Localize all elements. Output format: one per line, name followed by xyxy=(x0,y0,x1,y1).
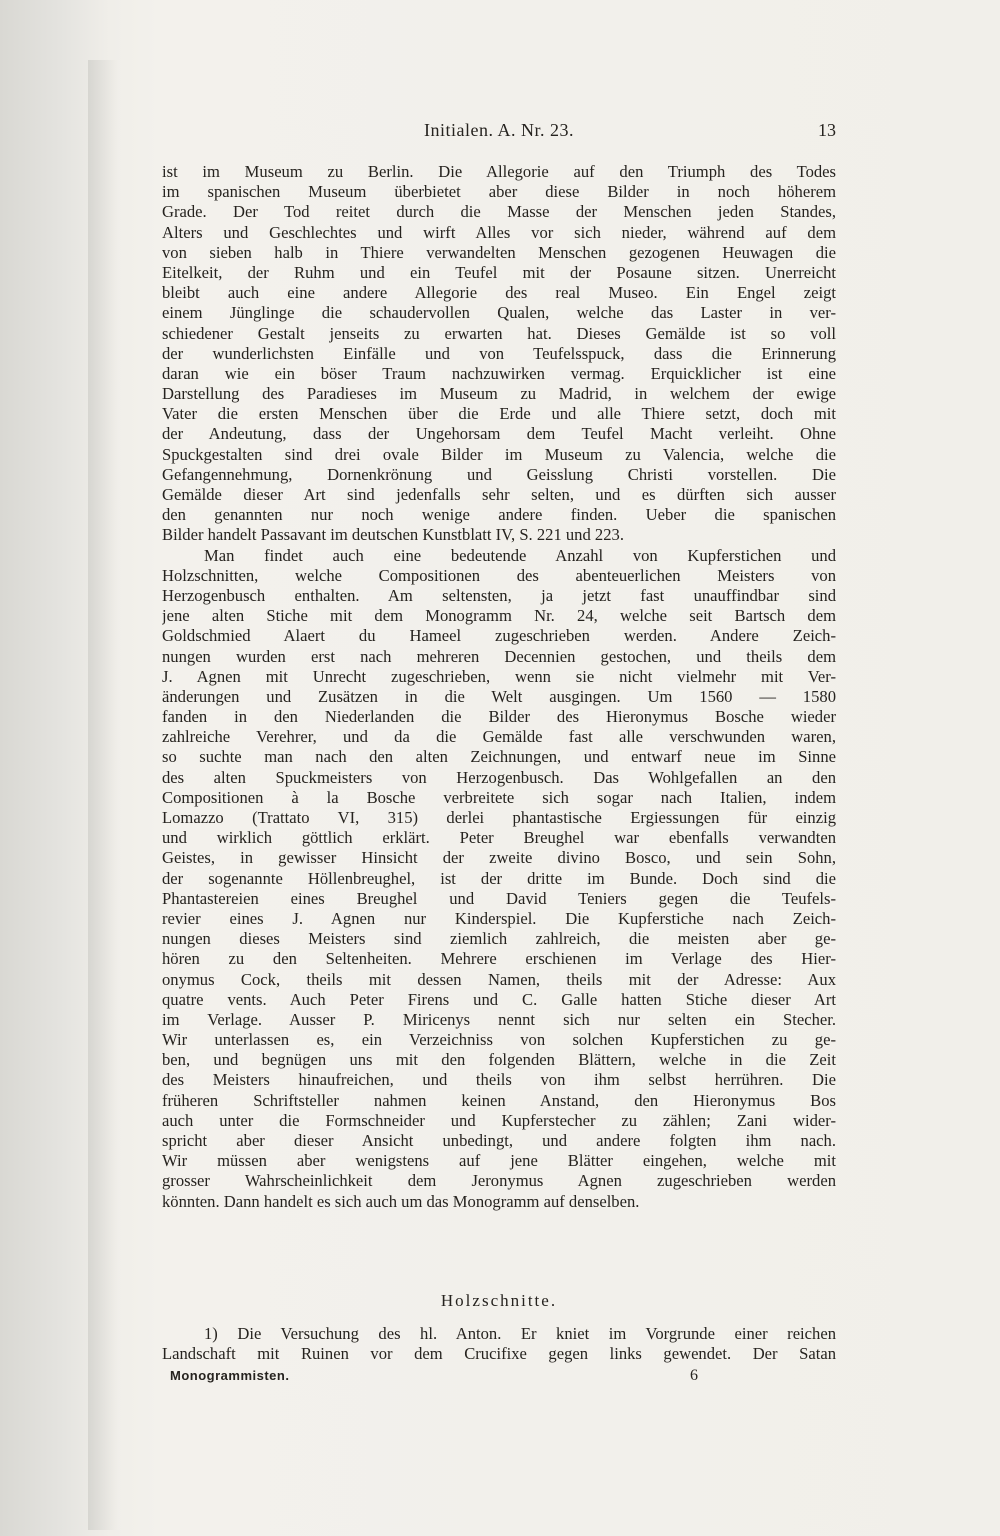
text-line: Wir unterlassen es, ein Verzeichniss von solchen Kupferstichen zu ge- xyxy=(162,1030,836,1050)
running-head: Initialen. A. Nr. 23. xyxy=(424,120,574,140)
text-line: schiedener Gestalt jenseits zu erwarten hat. Dieses Gemälde ist so voll xyxy=(162,323,836,343)
text-line: Spuckgestalten sind drei ovale Bilder im Museum zu Valencia, welche die xyxy=(162,444,836,464)
sheet-number: 6 xyxy=(690,1367,698,1384)
text-line: der wunderlichsten Einfälle und von Teufelsspuck, dass die Erinnerung xyxy=(162,343,836,363)
text-line: fanden in den Niederlanden die Bilder des Hieronymus Bosche wieder xyxy=(162,707,836,727)
text-line: revier eines J. Agnen nur Kinderspiel. Die Kupferstiche nach Zeich- xyxy=(162,908,836,928)
text-line: Vater die ersten Menschen über die Erde und alle Thiere setzt, doch mit xyxy=(162,404,836,424)
text-line: könnten. Dann handelt es sich auch um das Monogramm auf denselben. xyxy=(162,1191,640,1211)
text-line: einem Jünglinge die schaudervollen Qualen, welche das Laster in ver- xyxy=(162,303,836,323)
text-line: Wir müssen aber wenigstens auf jene Blätter eingehen, welche mit xyxy=(162,1151,836,1171)
text-line: Bilder handelt Passavant im deutschen Kunstblatt IV, S. 221 und 223. xyxy=(162,525,624,545)
text-line: im Verlage. Ausser P. Miricenys nennt sich nur selten ein Stecher. xyxy=(162,1009,836,1029)
text-line: und wirklich göttlich erklärt. Peter Breughel war ebenfalls verwandten xyxy=(162,828,836,848)
text-line: hören zu den Seltenheiten. Mehrere erschienen im Verlage des Hier- xyxy=(162,949,836,969)
section-heading: Holzschnitte. xyxy=(440,1291,558,1310)
text-line: grosser Wahrscheinlichkeit dem Jeronymus Agnen zugeschrieben werden xyxy=(162,1171,836,1191)
text-line: Holzschnitten, welche Compositionen des abenteuerlichen Meisters von xyxy=(162,565,836,585)
text-line: Eitelkeit, der Ruhm und ein Teufel mit der Posaune sitzen. Unerreicht xyxy=(162,262,836,282)
text-line: Lomazzo (Trattato VI, 315) derlei phantastische Ergiessungen für einzig xyxy=(162,808,836,827)
page-header xyxy=(162,120,836,146)
text-line: der Andeutung, dass der Ungehorsam dem Teufel Macht verleiht. Ohne xyxy=(162,424,836,444)
text-line: auch unter die Formschneider und Kupferstecher zu zählen; Zani wider- xyxy=(162,1110,836,1130)
text-line: des alten Spuckmeisters von Herzogenbusch. Das Wohlgefallen an den xyxy=(162,767,836,787)
text-line: nungen dieses Meisters sind ziemlich zahlreich, die meisten aber ge- xyxy=(162,929,836,949)
text-line: früheren Schriftsteller nahmen keinen Anstand, den Hieronymus Bos xyxy=(162,1090,836,1110)
woodcut-entry xyxy=(162,1324,836,1364)
text-line: den genannten nur noch wenige andere finden. Ueber die spanischen xyxy=(162,505,836,525)
signature-mark: Monogrammisten. xyxy=(170,1368,290,1383)
text-line: Darstellung des Paradieses im Museum zu Madrid, in welchem der ewige xyxy=(162,384,836,404)
text-line: im spanischen Museum überbietet aber diese Bilder in noch höherem xyxy=(162,182,836,202)
text-line: bleibt auch eine andere Allegorie des real Museo. Ein Engel zeigt xyxy=(162,283,836,303)
text-line: Man findet auch eine bedeutende Anzahl von Kupferstichen und xyxy=(204,545,836,565)
text-line: Geistes, in gewisser Hinsicht der zweite divino Bosco, und sein Sohn, xyxy=(162,848,836,868)
text-line: 1) Die Versuchung des hl. Anton. Er kniet im Vorgrunde einer reichen xyxy=(204,1324,836,1343)
text-line: ist im Museum zu Berlin. Die Allegorie auf den Triumph des Todes xyxy=(162,162,836,181)
text-line: Compositionen à la Bosche verbreitete sich sogar nach Italien, indem xyxy=(162,787,836,807)
text-line: spricht aber dieser Ansicht unbedingt, und andere folgten ihm nach. xyxy=(162,1131,836,1150)
text-line: zahlreiche Verehrer, und da die Gemälde fast alle verschwunden waren, xyxy=(162,727,836,747)
text-line: daran wie ein böser Traum nachzuwirken vermag. Erquicklicher ist eine xyxy=(162,363,836,383)
text-line: so suchte man nach den alten Zeichnungen, und entwarf neue im Sinne xyxy=(162,747,836,767)
page-footer xyxy=(170,1368,710,1388)
text-line: jene alten Stiche mit dem Monogramm Nr. 24, welche seit Bartsch dem xyxy=(162,606,836,626)
gutter-shadow xyxy=(88,60,118,1530)
text-line: ben, und begnügen uns mit den folgenden Blättern, welche in die Zeit xyxy=(162,1050,836,1070)
text-line: des Meisters hinaufreichen, und theils von ihm selbst herrühren. Die xyxy=(162,1070,836,1090)
text-line: Goldschmied Alaert du Hameel zugeschrieben werden. Andere Zeich- xyxy=(162,626,836,646)
text-line: onymus Cock, theils mit dessen Namen, theils mit der Adresse: Aux xyxy=(162,969,836,989)
text-line: von sieben halb in Thiere verwandelten Menschen gezogenen Heuwagen die xyxy=(162,242,836,262)
text-line: Landschaft mit Ruinen vor dem Crucifixe gegen links gewendet. Der Satan xyxy=(162,1344,836,1364)
text-line: Herzogenbusch enthalten. Am seltensten, ja jetzt fast unauffindbar sind xyxy=(162,585,836,605)
text-line: quatre vents. Auch Peter Firens und C. Galle hatten Stiche dieser Art xyxy=(162,989,836,1009)
text-line: Grade. Der Tod reitet durch die Masse der Menschen jeden Standes, xyxy=(162,202,836,222)
text-line: änderungen und Zusätzen in die Welt ausgingen. Um 1560 — 1580 xyxy=(162,686,836,706)
text-line: J. Agnen mit Unrecht zugeschrieben, wenn sie nicht vielmehr mit Ver- xyxy=(162,666,836,686)
text-line: Gefangennehmung, Dornenkrönung und Geisslung Christi vorstellen. Die xyxy=(162,464,836,484)
page-number: 13 xyxy=(818,120,836,140)
text-line: Gemälde dieser Art sind jedenfalls sehr selten, und es dürften sich ausser xyxy=(162,485,836,504)
text-line: Alters und Geschlechtes und wirft Alles vor sich nieder, während auf dem xyxy=(162,222,836,242)
text-line: Phantastereien eines Breughel und David Teniers gegen die Teufels- xyxy=(162,888,836,908)
main-text xyxy=(162,162,836,1212)
text-line: nungen wurden erst nach mehreren Decennien gestochen, und theils dem xyxy=(162,646,836,666)
text-line: der sogenannte Höllenbreughel, ist der dritte im Bunde. Doch sind die xyxy=(162,868,836,888)
